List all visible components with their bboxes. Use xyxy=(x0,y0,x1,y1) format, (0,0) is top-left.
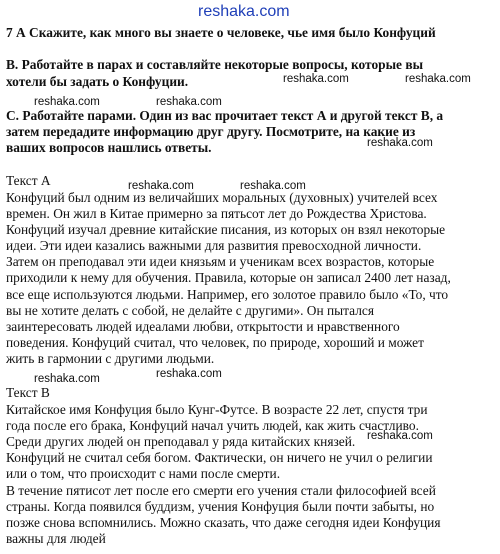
text-a-line: времен. Он жил в Китае примерно за пятьсот лет до Рождества Христова. xyxy=(6,206,427,221)
task-c-line-2: затем передадите информацию друг другу. Посмотрите, на какие из xyxy=(6,124,416,139)
watermark-header: reshaka.com xyxy=(198,3,290,20)
text-b-line: страны. Когда появился буддизм, учения Конфуция были почти забыты, но xyxy=(6,499,435,514)
task-b-line-2: хотели бы задать о Конфуции. xyxy=(6,74,189,89)
watermark: reshaka.com xyxy=(128,180,194,192)
text-a-line: заинтересовать людей идеалами любви, открытости и нравственного xyxy=(6,319,400,334)
text-b-title: Текст B xyxy=(6,385,50,400)
watermark: reshaka.com xyxy=(156,96,222,108)
text-b-line: позже снова вспомнились. Можно сказать, что даже сегодня идеи Конфуция xyxy=(6,515,441,530)
task-heading: 7 А Скажите, как много вы знаете о человеке, чье имя было Конфуций xyxy=(6,25,436,40)
watermark: reshaka.com xyxy=(156,368,222,380)
watermark: reshaka.com xyxy=(34,373,100,385)
watermark: reshaka.com xyxy=(240,180,306,192)
text-b-line: В течение пятисот лет после его смерти его учения стали философией всей xyxy=(6,483,436,498)
watermark: reshaka.com xyxy=(34,96,100,108)
task-c-line-1: C. Работайте парами. Один из вас прочитает текст А и другой текст B, а xyxy=(6,108,444,123)
text-a-line: все еще используются людьми. Например, его золотое правило было «То, что xyxy=(6,287,449,302)
text-b-line: важны для людей xyxy=(6,531,106,546)
text-b-line: года после его брака, Конфуций начал учить людей, как жить счастливо. xyxy=(6,418,419,433)
text-a-line: Конфуций изучал древние китайские писания, из которых он взял некоторые xyxy=(6,222,446,237)
watermark: reshaka.com xyxy=(367,137,433,149)
text-b-line: Конфуций не считал себя богом. Фактически, он ничего не учил о религии xyxy=(6,450,433,465)
text-a-line: идеи. Эти идеи казались важными для развития превосходной личности. xyxy=(6,238,422,253)
text-a-line: жить в гармонии с другими людьми. xyxy=(6,351,215,366)
text-a-line: вы не хотите делать с собой, не делайте с другими». Он пытался xyxy=(6,303,374,318)
watermark: reshaka.com xyxy=(283,73,349,85)
text-a-line: приходили к нему для обучения. Правила, которые он записал 2400 лет назад, xyxy=(6,270,451,285)
watermark: reshaka.com xyxy=(405,73,471,85)
text-a-line: Конфуций был одним из величайших моральных (духовных) учителей всех xyxy=(6,190,438,205)
text-a-line: Затем он преподавал эти идеи князьям и ученикам всех возрастов, которые xyxy=(6,254,435,269)
task-c-line-3: ваших вопросов нашлись ответы. xyxy=(6,140,212,155)
text-a-line: поведения. Конфуций считал, что человек, по природе, хороший и может xyxy=(6,335,424,350)
text-b-line: или о том, что происходит с нами после смерти. xyxy=(6,466,281,481)
text-a-title: Текст А xyxy=(6,173,51,188)
watermark: reshaka.com xyxy=(367,430,433,442)
text-b-line: Китайское имя Конфуция было Кунг-Футсе. В возрасте 22 лет, спустя три xyxy=(6,402,428,417)
text-b-line: Среди других людей он преподавал у ряда китайских князей. xyxy=(6,434,356,449)
task-b-line-1: B. Работайте в парах и составляйте некоторые вопросы, которые вы xyxy=(6,57,424,72)
